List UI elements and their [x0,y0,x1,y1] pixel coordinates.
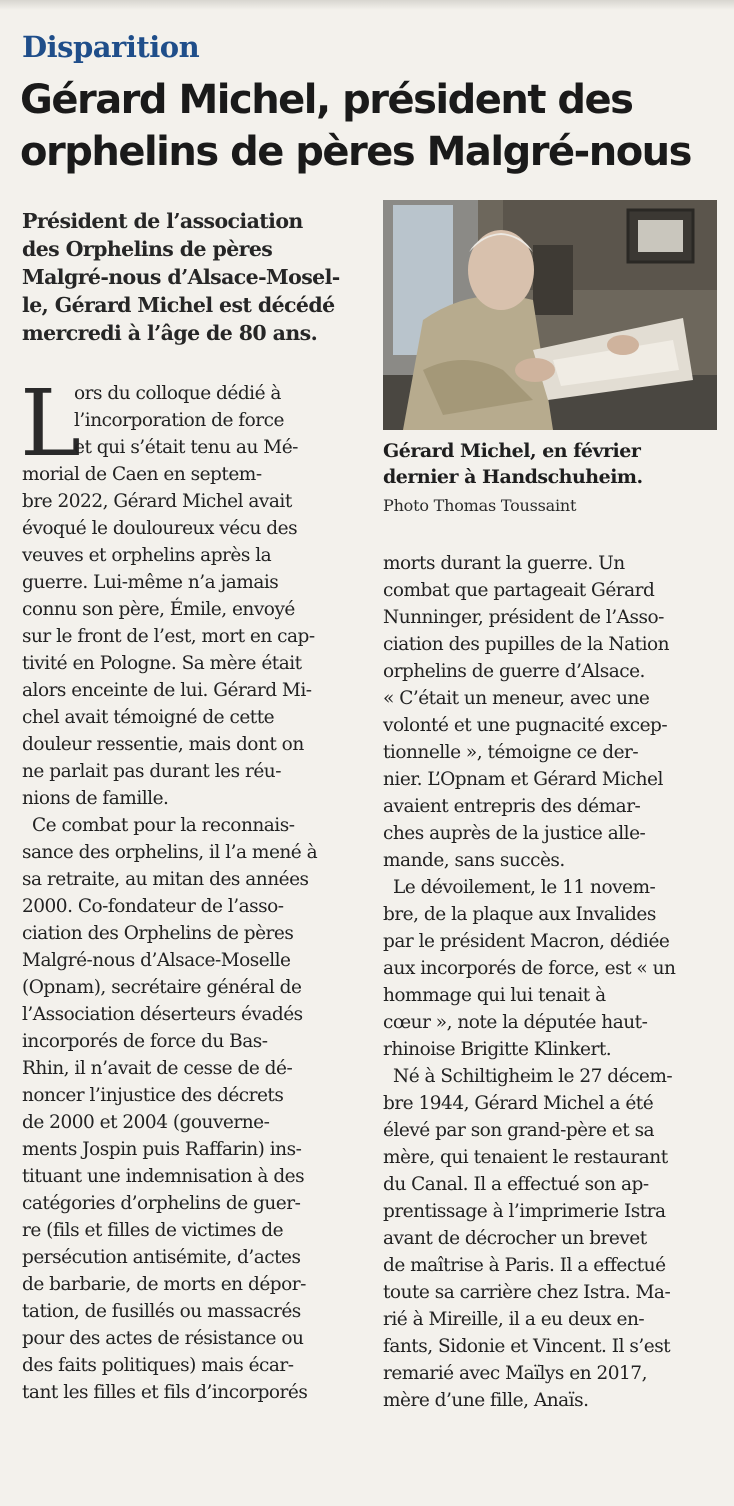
body-line: ors du colloque dédié à [74,383,281,404]
body-line: douleur ressentie, mais dont on [22,734,304,755]
body-line: l’incorporation de force [74,410,284,431]
lead-paragraph [22,207,367,347]
body-line: mère, qui tenaient le restaurant [383,1147,668,1168]
scan-edge [0,0,734,10]
body-line: ments Jospin puis Raffarin) ins- [22,1139,302,1160]
body-line: nier. L’Opnam et Gérard Michel [383,769,663,790]
body-line: mère d’une fille, Anaïs. [383,1390,589,1411]
body-line: sa retraite, au mitan des années [22,869,309,890]
lead-line: des Orphelins de pères [22,237,273,261]
body-line: fants, Sidonie et Vincent. Il s’est [383,1336,671,1357]
body-line: des faits politiques) mais écar- [22,1355,294,1376]
body-line: tionnelle », témoigne ce der- [383,742,639,763]
body-line: re (fils et filles de victimes de [22,1220,284,1241]
caption-line: Gérard Michel, en février [383,440,641,462]
body-line: chel avait témoigné de cette [22,707,275,728]
body-line: Nunninger, président de l’Asso- [383,607,664,628]
body-line: Né à Schiltigheim le 27 décem- [393,1066,673,1087]
body-line: mande, sans succès. [383,850,565,871]
headline [20,74,720,178]
body-line: remarié avec Maïlys en 2017, [383,1363,647,1384]
body-line: « C’était un meneur, avec une [383,688,650,709]
body-line: toute sa carrière chez Istra. Ma- [383,1282,671,1303]
body-line: volonté et une pugnacité excep- [383,715,668,736]
body-line: tation, de fusillés ou massacrés [22,1301,301,1322]
body-line: ciation des pupilles de la Nation [383,634,670,655]
body-line: tivité en Pologne. Sa mère était [22,653,302,674]
body-line: élevé par son grand-père et sa [383,1120,655,1141]
body-line: l’Association déserteurs évadés [22,1004,303,1025]
body-line: cœur », note la députée haut- [383,1012,648,1033]
body-line: tant les filles et fils d’incorporés [22,1382,308,1403]
photo-illustration [383,200,717,430]
photo-caption [383,438,723,490]
body-line: de maîtrise à Paris. Il a effectué [383,1255,666,1276]
body-line: Le dévoilement, le 11 novem- [393,877,656,898]
body-line: incorporés de force du Bas- [22,1031,268,1052]
body-line: morts durant la guerre. Un [383,553,625,574]
lead-line: Président de l’association [22,209,303,233]
body-line: du Canal. Il a effectué son ap- [383,1174,649,1195]
body-column-right [383,550,718,1414]
body-line: évoqué le douloureux vécu des [22,518,298,539]
section-kicker: Disparition [22,30,200,64]
body-line: rhinoise Brigitte Klinkert. [383,1039,612,1060]
body-line: bre 1944, Gérard Michel a été [383,1093,654,1114]
body-column-left [20,370,352,1406]
portrait-photo [383,200,717,430]
headline-line-1: Gérard Michel, président des [20,77,633,123]
body-line: de barbarie, de morts en dépor- [22,1274,306,1295]
body-line: (Opnam), secrétaire général de [22,977,302,998]
body-line: alors enceinte de lui. Gérard Mi- [22,680,312,701]
body-line: aux incorporés de force, est « un [383,958,676,979]
body-line: persécution antisémite, d’actes [22,1247,301,1268]
body-line: prentissage à l’imprimerie Istra [383,1201,666,1222]
body-line: connu son père, Émile, envoyé [22,599,295,620]
lead-line: le, Gérard Michel est décédé [22,293,335,317]
body-line: catégories d’orphelins de guer- [22,1193,301,1214]
body-line: veuves et orphelins après la [22,545,272,566]
lead-line: Malgré-nous d’Alsace-Mosel- [22,265,340,289]
body-line: 2000. Co-fondateur de l’asso- [22,896,284,917]
body-line: bre 2022, Gérard Michel avait [22,491,292,512]
body-line: guerre. Lui-même n’a jamais [22,572,279,593]
body-line: sur le front de l’est, mort en cap- [22,626,315,647]
body-line: ches auprès de la justice alle- [383,823,646,844]
body-line: nions de famille. [22,788,169,809]
body-line: et qui s’était tenu au Mé- [74,437,298,458]
body-line: Ce combat pour la reconnais- [32,815,295,836]
body-line: de 2000 et 2004 (gouverne- [22,1112,270,1133]
body-line: par le président Macron, dédiée [383,931,670,952]
body-line: tituant une indemnisation à des [22,1166,305,1187]
body-line: noncer l’injustice des décrets [22,1085,284,1106]
body-line: pour des actes de résistance ou [22,1328,304,1349]
body-line: avant de décrocher un brevet [383,1228,647,1249]
body-line: Malgré-nous d’Alsace-Moselle [22,950,291,971]
body-line: orphelins de guerre d’Alsace. [383,661,645,682]
body-line: bre, de la plaque aux Invalides [383,904,656,925]
lead-line: mercredi à l’âge de 80 ans. [22,321,318,345]
body-line: rié à Mireille, il a eu deux en- [383,1309,645,1330]
photo-credit: Photo Thomas Toussaint [383,496,577,515]
body-line: ciation des Orphelins de pères [22,923,294,944]
caption-line: dernier à Handschuheim. [383,466,643,488]
body-line: avaient entrepris des démar- [383,796,641,817]
body-line: combat que partageait Gérard [383,580,655,601]
headline-line-2: orphelins de pères Malgré-nous [20,129,691,175]
body-line: ne parlait pas durant les réu- [22,761,281,782]
body-line: morial de Caen en septem- [22,464,262,485]
body-line: hommage qui lui tenait à [383,985,606,1006]
body-line: sance des orphelins, il l’a mené à [22,842,318,863]
drop-cap: L [20,370,82,477]
body-line: Rhin, il n’avait de cesse de dé- [22,1058,293,1079]
